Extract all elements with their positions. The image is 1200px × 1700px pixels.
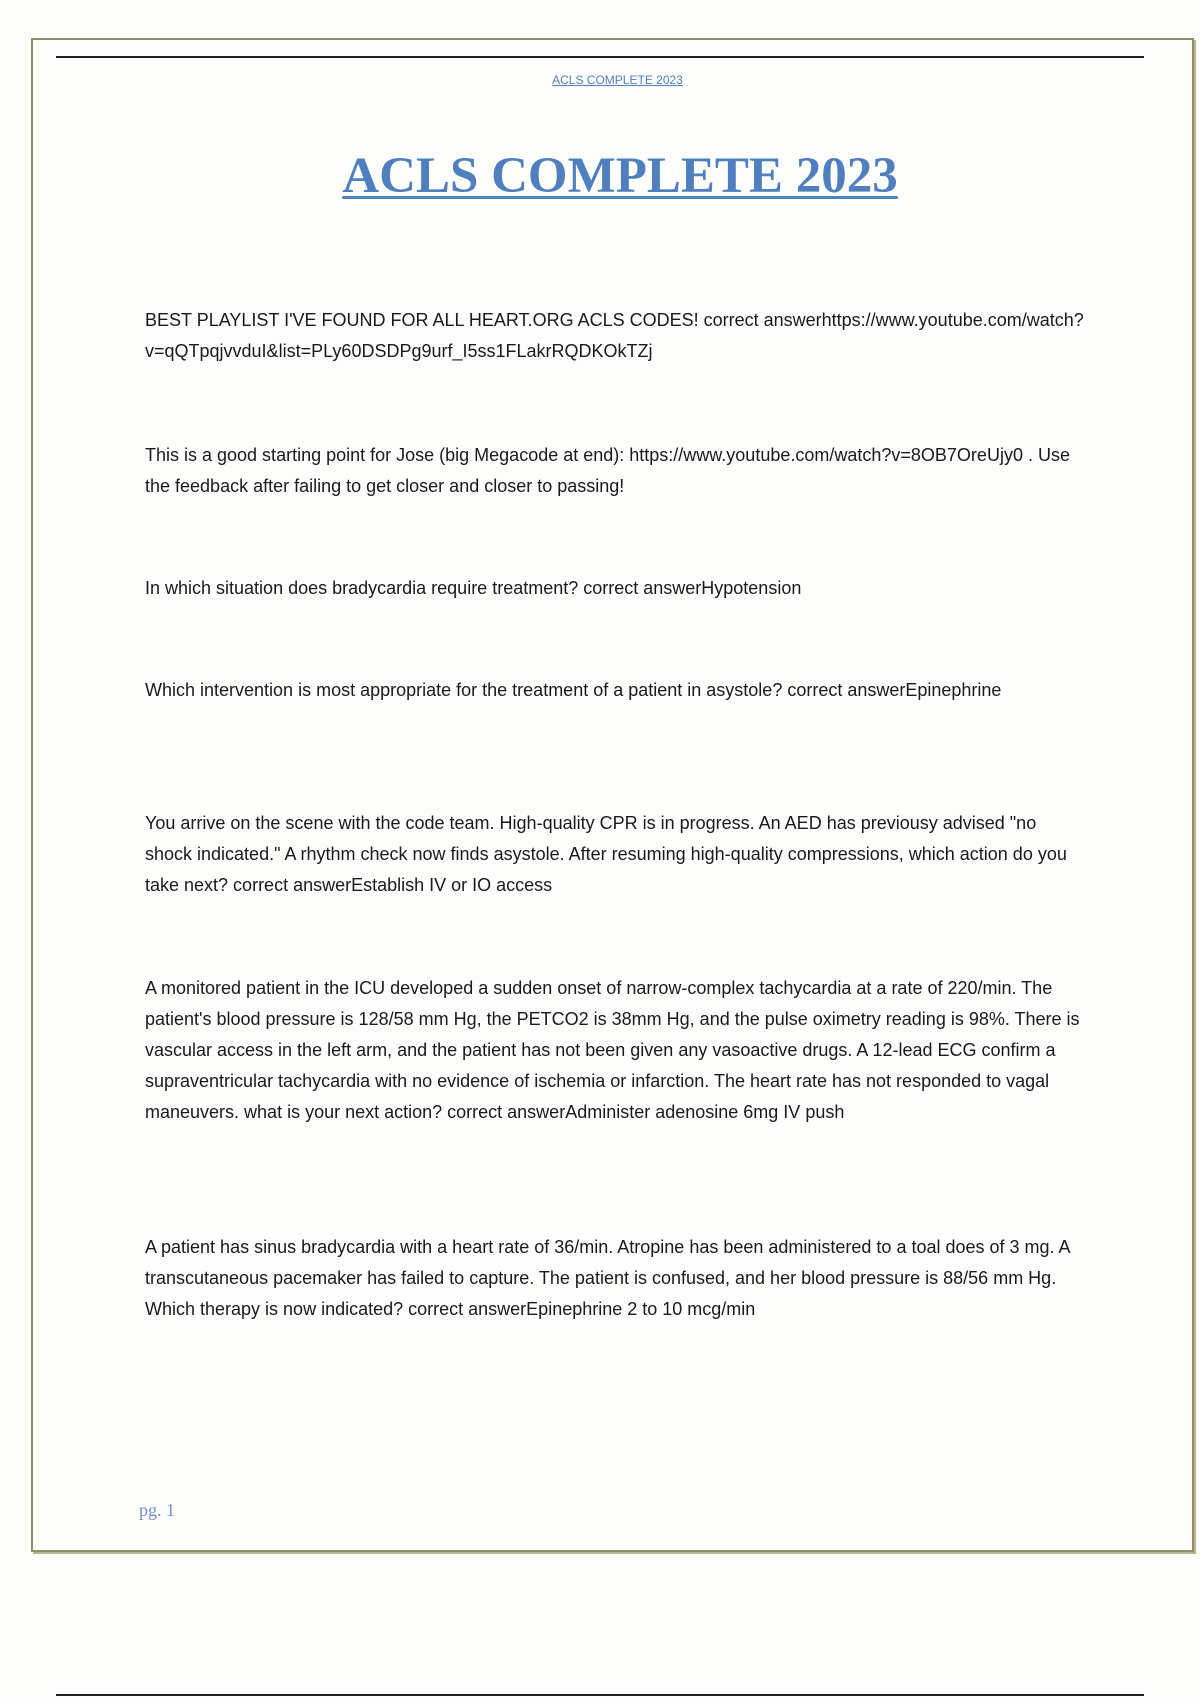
next-page-header-rule [56,1694,1144,1696]
qa-item-starting-point: This is a good starting point for Jose (big Megacode at end): https://www.youtube.com/watch?v=8OB7OreUjy0 . Use the feedback after failing to get closer and closer to passing! [145,445,1070,496]
qa-item-sinus-bradycardia: A patient has sinus bradycardia with a heart rate of 36/min. Atropine has been administered to a toal does of 3 mg. A transcutaneous pacemaker has failed to capture. The patient is confused, and her blood pressure is 88/56 mm Hg. Which therapy is now indicated? correct answerEpinephrine 2 to 10 mcg/min [145,1237,1070,1319]
page-number: pg. 1 [139,1500,175,1520]
document-title [0,146,1200,206]
qa-item-playlist: BEST PLAYLIST I'VE FOUND FOR ALL HEART.ORG ACLS CODES! correct answerhttps://www.youtube.com/watch?v=qQTpqjvvduI&list=PLy60DSDPg9urf_I5ss1FLakrRQDKOkTZj [145,310,1084,361]
qa-item-bradycardia-treatment: In which situation does bradycardia require treatment? correct answerHypotension [145,578,802,598]
qa-item-icu-tachycardia: A monitored patient in the ICU developed a sudden onset of narrow-complex tachycardia at a rate of 220/min. The patient's blood pressure is 128/58 mm Hg, the PETCO2 is 38mm Hg, and the pulse oximetry reading is 98%. There is vascular access in the left arm, and the patient has not been given any vasoactive drugs. A 12-lead ECG confirm a supraventricular tachycardia with no evidence of ischemia or infarction. The heart rate has not responded to vagal maneuvers. what is your next action? correct answerAdminister adenosine 6mg IV push [145,978,1080,1122]
qa-item-code-team-scene: You arrive on the scene with the code team. High-quality CPR is in progress. An AED has previousy advised "no shock indicated." A rhythm check now finds asystole. After resuming high-quality compressions, which action do you take next? correct answerEstablish IV or IO access [145,813,1067,895]
document-title-text: ACLS COMPLETE 2023 [342,148,898,204]
running-header-text: ACLS COMPLETE 2023 [552,73,683,87]
running-header [0,73,1200,87]
qa-item-asystole-intervention: Which intervention is most appropriate for the treatment of a patient in asystole? correct answerEpinephrine [145,680,1002,700]
header-rule [56,56,1144,58]
